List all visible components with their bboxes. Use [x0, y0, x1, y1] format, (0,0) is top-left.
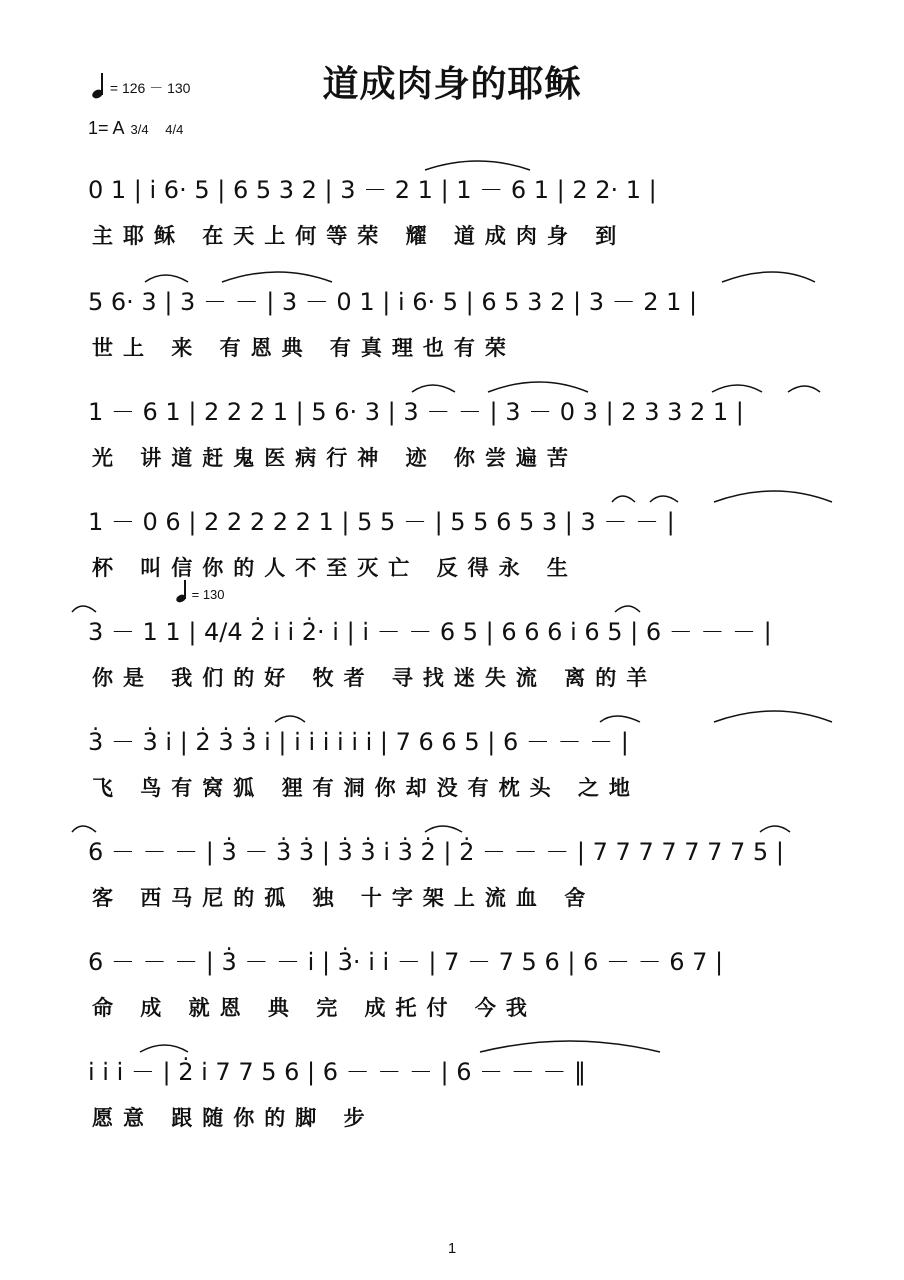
- tempo-value: = 126 － 130: [109, 80, 191, 96]
- notation-line: 6 － － － | 3̇ － 3̇ 3̇ | 3̇ 3̇ i̇ 3̇ 2̇ | 2̇ － － － | 7 7 7 7 7 7 7 5 |: [88, 838, 784, 866]
- notation-line: 1 － 6 1 | 2 2 2 1 | 5 6· 3 | 3 － － | 3 － 0 3 | 2 3 3 2 1 |: [88, 398, 744, 426]
- key-signature: [88, 118, 183, 139]
- lyrics-line: 主耶稣 在天上何等荣 耀 道成肉身 到: [92, 224, 627, 248]
- lyrics-line: 世上 来 有恩典 有真理也有荣: [92, 336, 516, 360]
- lyrics-line: 杯 叫信你的人不至灭亡 反得永 生: [92, 556, 578, 580]
- lyrics-line: 客 西马尼的孤 独 十字架上流血 舍: [92, 886, 596, 910]
- notation-line: 1 － 0 6 | 2 2 2 2 2 1 | 5 5 － | 5 5 6 5 3 | 3 － － |: [88, 508, 675, 536]
- lyrics-line: 命 成 就恩 典 完 成托付 今我: [92, 996, 537, 1020]
- tempo-marking: [92, 72, 190, 98]
- song-title: 道成肉身的耶稣: [322, 64, 582, 105]
- quarter-note-icon: [92, 72, 106, 98]
- notation-line: 0 1 | i̇ 6· 5 | 6 5 3 2 | 3 － 2 1 | 1 － 6 1 | 2 2· 1 |: [88, 176, 657, 204]
- key-label: 1= A: [88, 118, 125, 138]
- notation-line: 3 － 1 1 | 4/4 2̇ i̇ i̇ 2̇· i̇ | i̇ － － 6 5 | 6 6 6 i̇ 6 5 | 6 － － － |: [88, 618, 772, 646]
- quarter-note-icon: [176, 580, 188, 602]
- lyrics-line: 飞 鸟有窝狐 狸有洞你却没有枕头 之地: [92, 776, 640, 800]
- lyrics-line: 光 讲道赶鬼医病行神 迹 你尝遍苦: [92, 446, 578, 470]
- time-signature: 3/4 4/4: [130, 122, 184, 137]
- notation-line: 6 － － － | 3̇ － － i̇ | 3̇· i̇ i̇ － | 7 － 7 5 6 | 6 － － 6 7 |: [88, 948, 724, 976]
- lyrics-line: 愿意 跟随你的脚 步: [92, 1106, 375, 1130]
- tempo-change-marking: [176, 580, 225, 602]
- notation-line: 5 6· 3 | 3 － － | 3 － 0 1 | i̇ 6· 5 | 6 5 3 2 | 3 － 2 1 |: [88, 288, 698, 316]
- page-number: 1: [447, 1240, 457, 1257]
- notation-line: i̇ i̇ i̇ － | 2̇ i̇ 7 7 5 6 | 6 － － － | 6 － － － ‖: [88, 1058, 587, 1086]
- tempo-change-value: = 130: [191, 587, 225, 602]
- lyrics-line: 你是 我们的好 牧者 寻找迷失流 离的羊: [92, 666, 658, 690]
- notation-line: 3̇ － 3̇ i̇ | 2̇ 3̇ 3̇ i̇ | i̇ i̇ i̇ i̇ i̇ i̇ | 7 6 6 5 | 6 － － － |: [88, 728, 629, 756]
